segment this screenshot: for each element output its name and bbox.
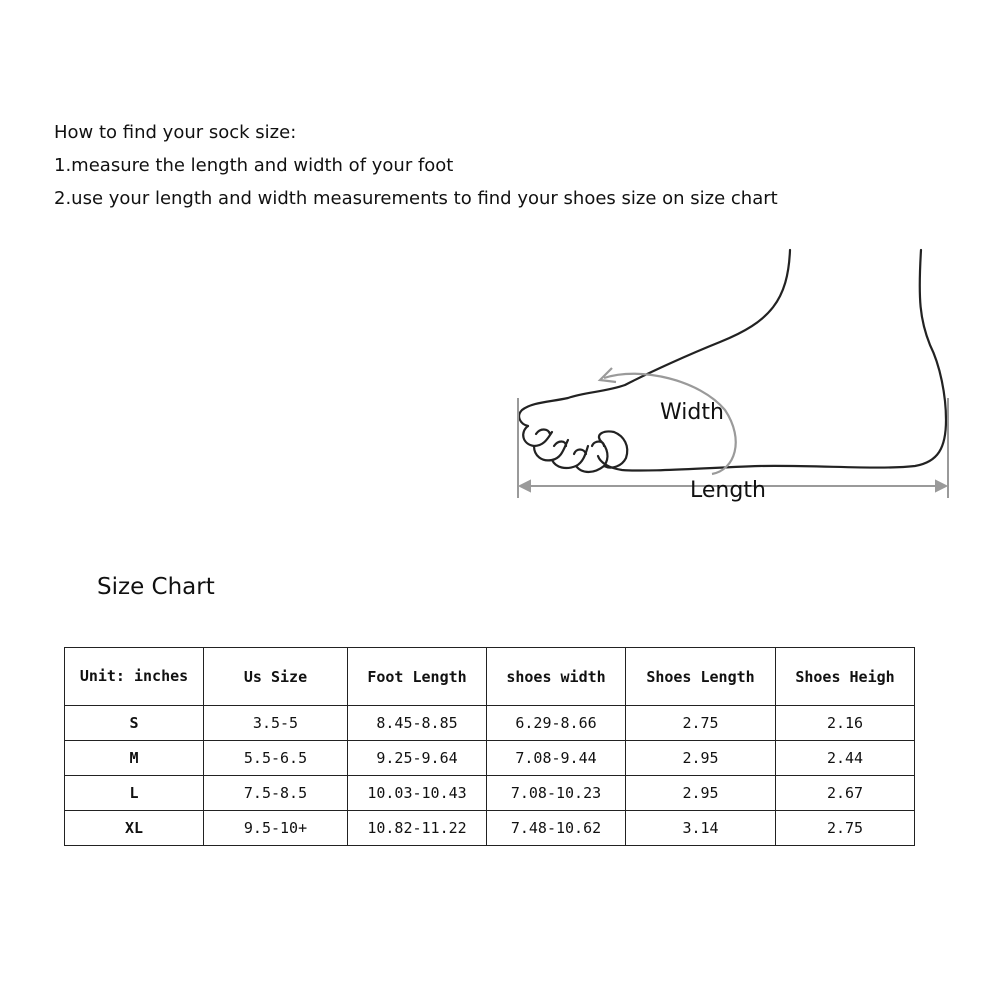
table-cell: S — [65, 706, 204, 741]
table-cell: 2.16 — [776, 706, 915, 741]
table-cell: 2.44 — [776, 741, 915, 776]
length-label: Length — [690, 478, 766, 503]
foot-outline — [519, 250, 946, 472]
table-cell: 7.48-10.62 — [487, 811, 626, 846]
table-cell: 6.29-8.66 — [487, 706, 626, 741]
header-foot-length: Foot Length — [348, 648, 487, 706]
table-cell: 2.75 — [626, 706, 776, 741]
table-row — [65, 811, 915, 846]
table-cell: 7.08-10.23 — [487, 776, 626, 811]
table-cell: 3.14 — [626, 811, 776, 846]
table-cell: 9.25-9.64 — [348, 741, 487, 776]
table-row — [65, 741, 915, 776]
table-cell: 2.75 — [776, 811, 915, 846]
table-cell: 10.82-11.22 — [348, 811, 487, 846]
table-row — [65, 776, 915, 811]
header-us-size: Us Size — [204, 648, 348, 706]
table-cell: XL — [65, 811, 204, 846]
table-cell: M — [65, 741, 204, 776]
instructions-step-1: 1.measure the length and width of your foot — [54, 155, 454, 176]
table-cell: 2.95 — [626, 741, 776, 776]
size-chart-title: Size Chart — [97, 574, 215, 600]
table-cell: 8.45-8.85 — [348, 706, 487, 741]
table-cell: 5.5-6.5 — [204, 741, 348, 776]
size-chart-table — [64, 647, 915, 846]
table-cell: 2.67 — [776, 776, 915, 811]
header-shoes-height: Shoes Heigh — [776, 648, 915, 706]
table-cell: 3.5-5 — [204, 706, 348, 741]
table-cell: 2.95 — [626, 776, 776, 811]
width-label: Width — [660, 400, 724, 425]
table-header-row — [65, 648, 915, 706]
header-shoes-width: shoes width — [487, 648, 626, 706]
table-cell: 10.03-10.43 — [348, 776, 487, 811]
header-unit: Unit: inches — [65, 648, 204, 706]
instructions-heading: How to find your sock size: — [54, 122, 297, 143]
table-cell: 9.5-10+ — [204, 811, 348, 846]
table-cell: 7.08-9.44 — [487, 741, 626, 776]
table-row — [65, 706, 915, 741]
table-cell: 7.5-8.5 — [204, 776, 348, 811]
header-shoes-length: Shoes Length — [626, 648, 776, 706]
instructions-step-2: 2.use your length and width measurements to find your shoes size on size chart — [54, 188, 778, 209]
table-cell: L — [65, 776, 204, 811]
